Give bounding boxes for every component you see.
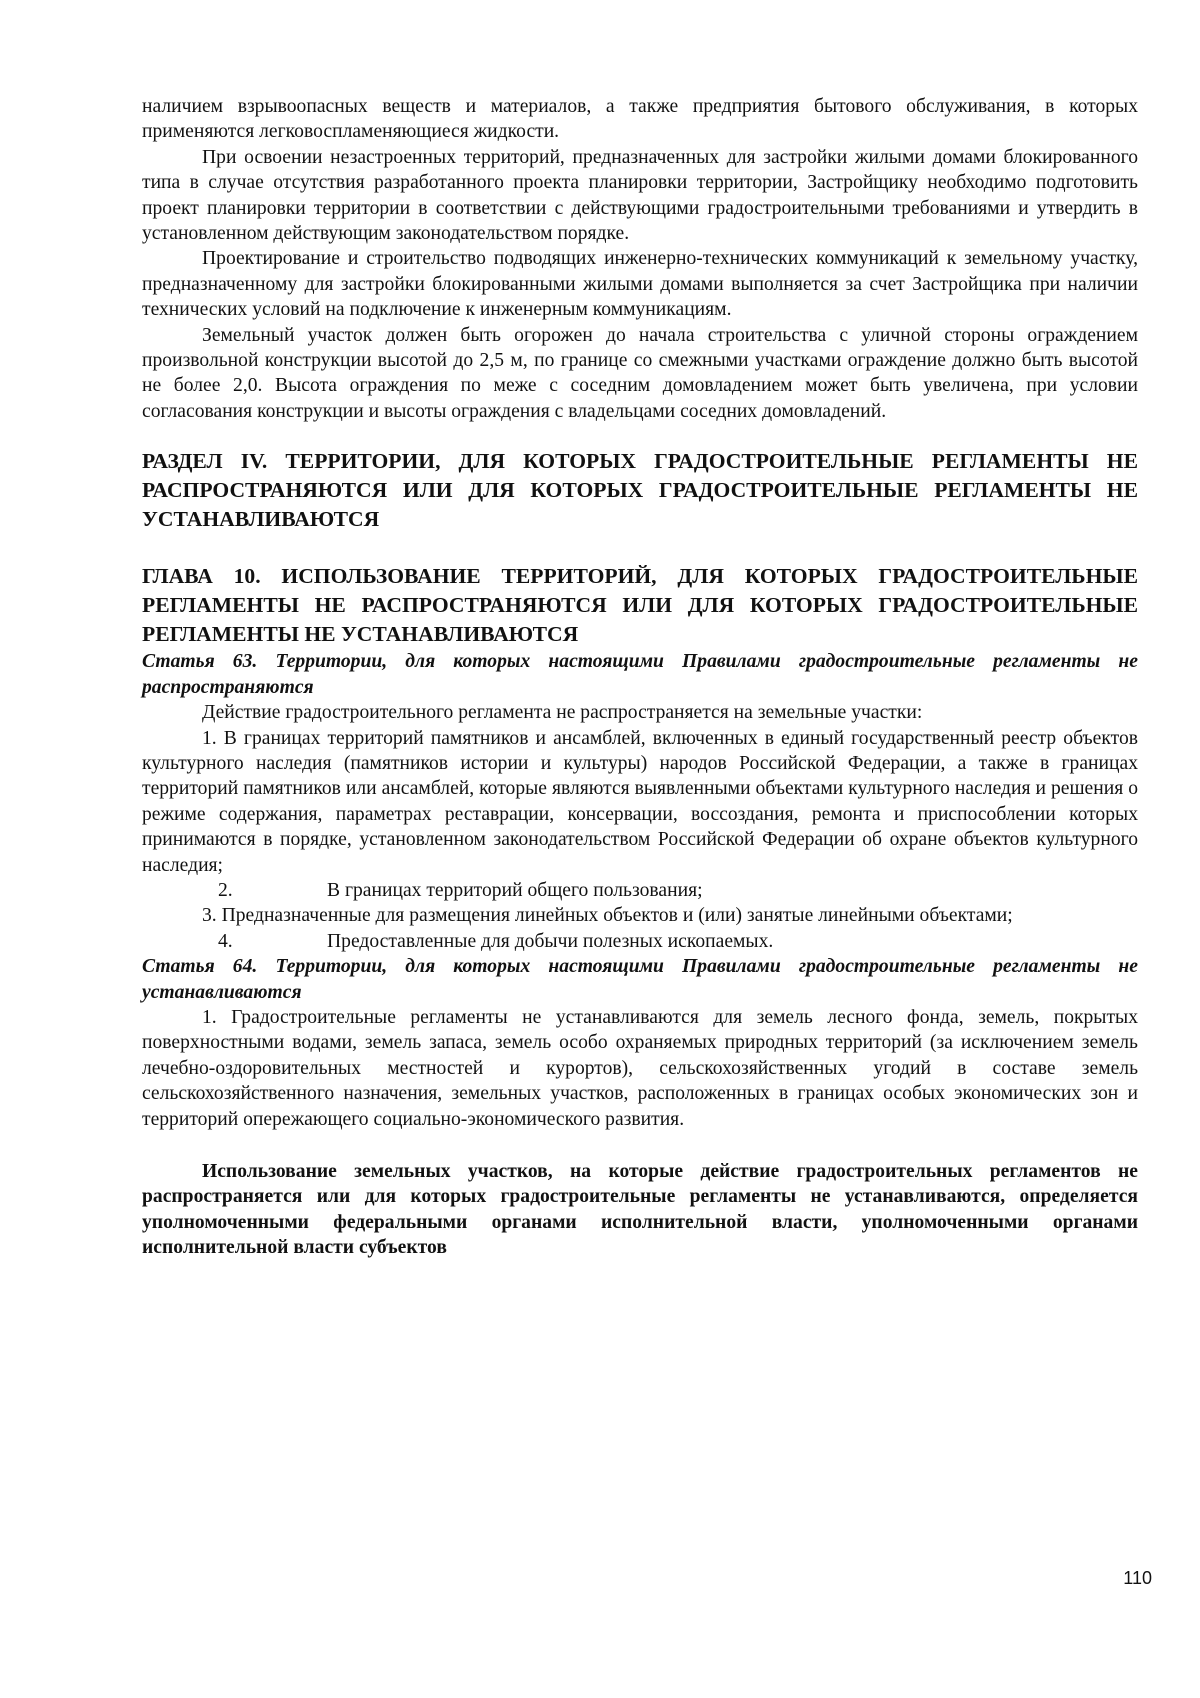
paragraph-utilities: Проектирование и строительство подводящих инженерно-технических коммуникаций к земельному участку, предназначенному для застройки блокированными жилыми домами выполняется за счет Застройщика при наличии технических условий на подключение к инженерным коммуникациям.	[142, 248, 1138, 321]
paragraph-fencing: Земельный участок должен быть огорожен до начала строительства с уличной стороны ограждением произвольной конструкции высотой до 2,5 м, по границе со смежными участками ограждение должно быть высотой не более 2,0. Высота ограждения по меже с соседним домовладением может быть увеличена, при условии согласования конструкции и высоты ограждения с владельцами соседних домовладений.	[142, 324, 1138, 422]
paragraph-planning-project: При освоении незастроенных территорий, предназначенных для застройки жилыми домами блокированного типа в случае отсутствия разработанного проекта планировки территории, Застройщику необходимо подготовить проект планировки территории в соответствии с действующими градостроительными требованиями и утвердить в установленном действующим законодательством порядке.	[142, 146, 1138, 245]
chapter-heading: ГЛАВА 10. ИСПОЛЬЗОВАНИЕ ТЕРРИТОРИЙ, ДЛЯ КОТОРЫХ ГРАДОСТРОИТЕЛЬНЫЕ РЕГЛАМЕНТЫ НЕ РАСПРОСТРАНЯЮТСЯ ИЛИ ДЛЯ КОТОРЫХ ГРАДОСТРОИТЕЛЬНЫЕ РЕГЛАМЕНТЫ НЕ УСТАНАВЛИВАЮТСЯ	[142, 564, 1138, 647]
article-64-heading: Статья 64. Территории, для которых настоящими Правилами градостроительные регламенты не устанавливаются	[142, 956, 1138, 1003]
article-63-item-2	[142, 878, 1138, 903]
paragraph-land-use-bold: Использование земельных участков, на которые действие градостроительных регламентов не распространяется или для которых градостроительные регламенты не устанавливаются, определяется уполномоченными федеральными органами исполнительной власти, уполномоченными органами исполнительной власти субъектов	[142, 1161, 1138, 1259]
paragraph-continuation: наличием взрывоопасных веществ и материалов, а также предприятия бытового обслуживания, в которых применяются легковоспламеняющиеся жидкости.	[142, 96, 1138, 143]
item-number: 2.	[218, 879, 233, 901]
page-number: 110	[1123, 1568, 1152, 1588]
item-text: Предоставленные для добычи полезных ископаемых.	[327, 930, 774, 952]
item-number: 4.	[218, 930, 233, 952]
item-text: В границах территорий общего пользования;	[327, 879, 703, 901]
article-63-intro: Действие градостроительного регламента не распространяется на земельные участки:	[202, 702, 923, 724]
article-63-heading: Статья 63. Территории, для которых настоящими Правилами градостроительные регламенты не распространяются	[142, 651, 1138, 698]
article-63-item-1: 1. В границах территорий памятников и ансамблей, включенных в единый государственный реестр объектов культурного наследия (памятников истории и культуры) народов Российской Федерации, а также в границах территорий памятников или ансамблей, которые являются выявленными объектами культурного наследия и решения о режиме содержания, параметрах реставрации, консервации, воссоздания, ремонта и приспособлении которых принимаются в порядке, установленном законодательством Российской Федерации об охране объектов культурного наследия;	[142, 727, 1138, 876]
article-64-item-1: 1. Градостроительные регламенты не устанавливаются для земель лесного фонда, земель, покрытых поверхностными водами, земель запаса, земель особо охраняемых природных территорий (за исключением земель лечебно-оздоровительных местностей и курортов), сельскохозяйственных угодий в составе земель сельскохозяйственного назначения, земельных участков, расположенных в границах особых экономических зон и территорий опережающего социально-экономического развития.	[142, 1006, 1138, 1130]
document-page	[142, 94, 1138, 1261]
section-heading: РАЗДЕЛ IV. ТЕРРИТОРИИ, ДЛЯ КОТОРЫХ ГРАДОСТРОИТЕЛЬНЫЕ РЕГЛАМЕНТЫ НЕ РАСПРОСТРАНЯЮТСЯ ИЛИ ДЛЯ КОТОРЫХ ГРАДОСТРОИТЕЛЬНЫЕ РЕГЛАМЕНТЫ НЕ УСТАНАВЛИВАЮТСЯ	[142, 449, 1138, 532]
article-63-item-4	[142, 929, 1138, 954]
article-63-item-3: 3. Предназначенные для размещения линейных объектов и (или) занятые линейными объектами;	[202, 905, 1013, 927]
